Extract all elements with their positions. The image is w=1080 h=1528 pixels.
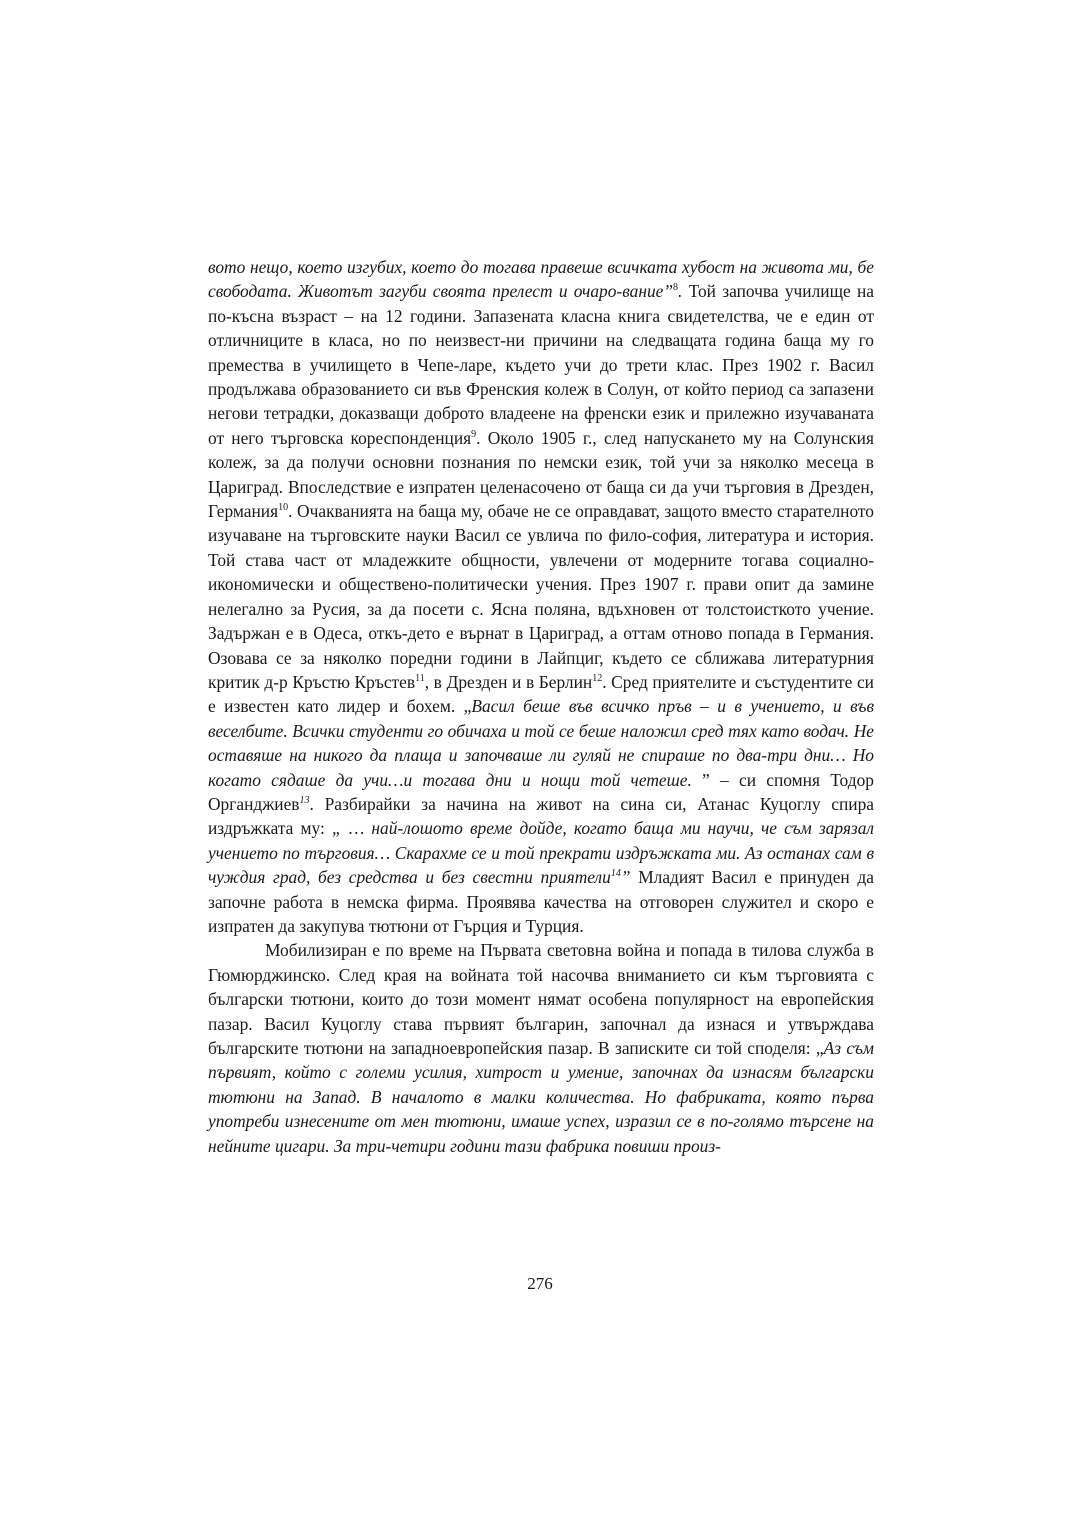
italic-quote: Аз съм първият, който с големи усилия, хитрост и умение, започнах да изнасям български тютюни на Запад. В началото в малки количества. Но фабриката, която първа употреби изнесените от мен тютюни, имаше успех, изразил се в по-голямо търсене на нейните цигари. За три-четири години тази фабрика повиши произ- (208, 1038, 874, 1156)
footnote-ref: 10 (278, 502, 289, 514)
text-run: . Очакванията на баща му, обаче не се оправдават, защото вместо старателното изучаване на търговските науки Васил се увлича по фило-софия, литература и история. Той става част от младежките общности, увлечени от модерните тогава социално-икономически и обществено-политически учения. През 1907 г. прави опит да замине нелегално за Русия, за да посети с. Ясна поляна, вдъхновен от толстоисткото учение. Задържан е в Одеса, откъ-дето е върнат в Цариград, а оттам отново попада в Германия. Озовава се за няколко поредни години в Лайпциг, където се сближава литературния критик д-р Кръстю Кръстев (208, 501, 874, 692)
footnote-ref: 9 (471, 429, 477, 441)
footnote-ref: 8 (673, 282, 679, 294)
text-run: ” – си спомня Тодор Органджиев (208, 769, 874, 814)
italic-quote: ” (620, 867, 631, 888)
italic-quote: . (678, 281, 683, 302)
italic-quote: Васил беше във всичко пръв – и в учението, и във веселбите. Всички студенти го обичаха и той се беше наложил сред тях като водач. Не оставяше на никого да плаща и започваше ли гуляй не спираше по два-три дни… Но когато сядаше да учи…и тогава дни и нощи той четеше. (208, 696, 874, 790)
italic-quote: вото нещо, което изгубих, което до тогава правеше всичката хубост на живота ми, бе свободата. Животът загуби своята прелест и очаро-вание” (208, 257, 874, 302)
footnote-ref: 13 (299, 795, 310, 807)
footnote-ref: 12 (592, 673, 603, 685)
text-run: . Около 1905 г., след напускането му на Солунския колеж, за да получи основни познания по немски език, той учи за няколко месеца в Цариград. Впоследствие е изпратен целенасочено от баща си да учи търговия в Дрезден, Германия (208, 427, 874, 522)
text-run: Младият Васил е принуден да започне работа в немска фирма. Проявява качества на отговорен служител и скоро е изпратен да закупува тютюни от Гърция и Турция. (208, 867, 874, 936)
paragraph (208, 938, 874, 1158)
text-run: . Разбирайки за начина на живот на сина си, Атанас Куцоглу спира издръжката му: (208, 793, 874, 839)
footnote-ref: 14 (610, 868, 621, 880)
paragraph (208, 255, 874, 938)
body-text (208, 255, 874, 1158)
text-run: Той започва училище на по-късна възраст – на 12 години. Запазената класна книга свидетелства, че е един от отличниците в класа, но по неизвест-ни причини на следващата година баща му го премества в училището в Чепе-ларе, където учи до трети клас. През 1902 г. Васил продължава образованието си във Френския колеж в Солун, от който период са запазени негови тетрадки, доказващи доброто владеене на френски език и прилежно изучаваната от него търговска кореспонденция (208, 281, 874, 448)
italic-quote: „ … най-лошото време дойде, когато баща ми научи, че съм зарязал учението по търговия… Скарахме се и той прекрати издръжката ми. Аз останах сам в чуждия град, без средства и без свестни приятели (208, 818, 874, 888)
text-run: Мобилизиран е по време на Първата световна война и попада в тилова служба в Гюмюрджинско. След края на войната той насочва вниманието си към търговията с български тютюни, които до този момент нямат особена популярност на европейския пазар. Васил Куцоглу става първият българин, започнал да изнася и утвърждава българските тютюни на западноевропейския пазар. В записките си той споделя: „ (208, 940, 874, 1058)
text-run: , в Дрезден и в Берлин (424, 671, 593, 692)
page-number: 276 (527, 1274, 553, 1293)
text-run: . Сред приятелите и състудентите си е известен като лидер и бохем. „ (208, 671, 874, 717)
footnote-ref: 11 (415, 673, 425, 685)
